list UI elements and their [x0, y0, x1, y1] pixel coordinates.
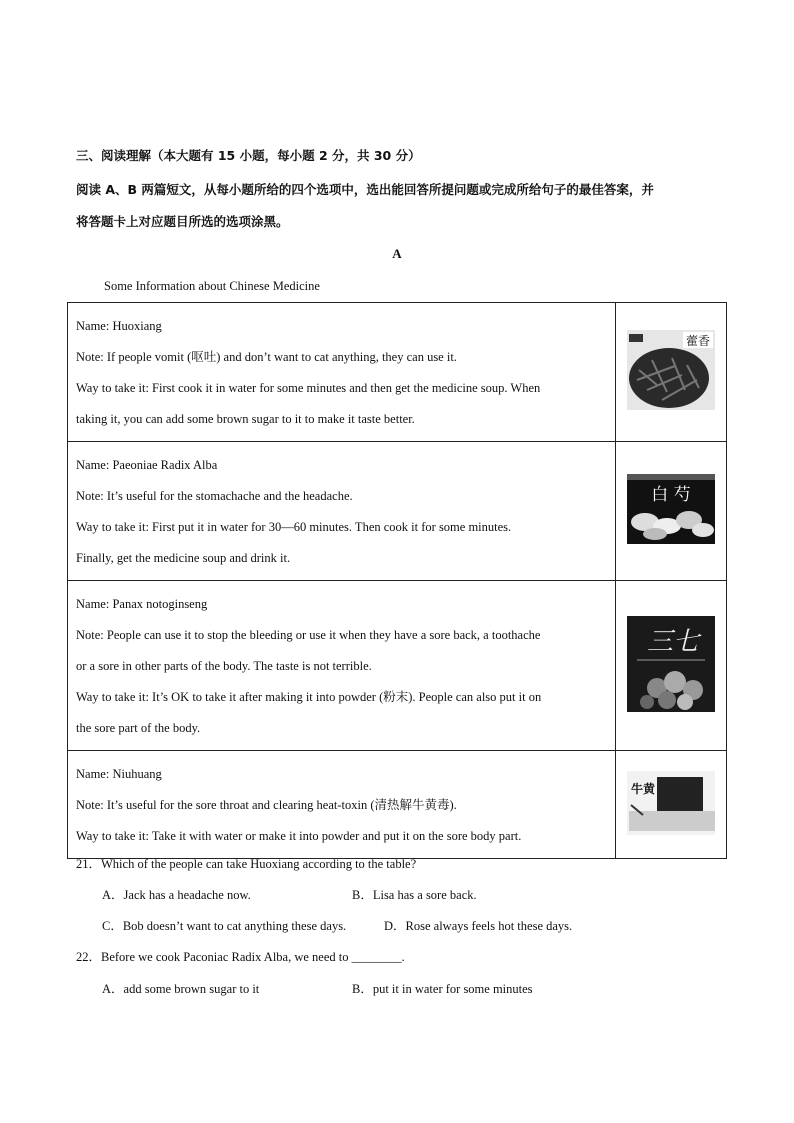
medicine-note: Note: It’s useful for the stomachache and the headache.: [76, 489, 353, 503]
question-21-option-d: D．Rose always feels hot these days.: [384, 919, 573, 933]
medicine-usage-cont: taking it, you can add some brown sugar to it to make it taste better.: [76, 412, 415, 426]
paeoniae-image: [627, 474, 715, 544]
section-heading: 三、阅读理解（本大题有 15 小题，每小题 2 分，共 30 分）: [76, 148, 421, 163]
question-21-option-c: C．Bob doesn’t want to cat anything these days.: [102, 919, 347, 933]
instruction-line-2: 将答题卡上对应题目所选的选项涂黑。: [76, 214, 289, 229]
medicine-info: [68, 751, 616, 859]
medicine-name: Name: Paeoniae Radix Alba: [76, 458, 218, 472]
question-21-option-a: A．Jack has a headache now.: [102, 888, 251, 902]
medicine-image-cell: [616, 303, 727, 442]
medicine-usage: Way to take it: Take it with water or make it into powder and put it on the sore body part.: [76, 829, 522, 843]
table-caption: Some Information about Chinese Medicine: [104, 279, 320, 293]
medicine-note: Note: If people vomit (呕吐) and don’t want to cat anything, they can use it.: [76, 350, 457, 364]
table-row: [68, 303, 727, 442]
niuhuang-image-label: 牛黄: [631, 781, 656, 796]
medicine-note-cont: or a sore in other parts of the body. The taste is not terrible.: [76, 659, 372, 673]
medicine-image-cell: [616, 581, 727, 751]
medicine-table: [67, 302, 727, 859]
niuhuang-image: [627, 771, 715, 835]
notoginseng-image: [627, 616, 715, 712]
medicine-name: Name: Huoxiang: [76, 319, 162, 333]
medicine-usage-cont: the sore part of the body.: [76, 721, 201, 735]
medicine-image-cell: [616, 442, 727, 581]
medicine-note: Note: People can use it to stop the bleeding or use it when they have a sore back, a toothache: [76, 628, 541, 642]
huoxiang-image: [627, 330, 715, 410]
huoxiang-image-label: 藿香: [685, 334, 711, 348]
medicine-usage: Way to take it: First put it in water for 30—60 minutes. Then cook it for some minutes.: [76, 520, 512, 534]
question-22-option-b: B．put it in water for some minutes: [352, 982, 533, 996]
medicine-name: Name: Panax notoginseng: [76, 597, 208, 611]
medicine-info: [68, 581, 616, 751]
table-row: [68, 581, 727, 751]
medicine-note: Note: It’s useful for the sore throat and clearing heat-toxin (清热解牛黄毒).: [76, 798, 457, 812]
medicine-info: [68, 303, 616, 442]
medicine-info: [68, 442, 616, 581]
medicine-usage-cont: Finally, get the medicine soup and drink it.: [76, 551, 291, 565]
part-label: A: [392, 246, 402, 261]
question-22-stem: 22．Before we cook Paconiac Radix Alba, we need to ________.: [76, 950, 405, 964]
medicine-usage: Way to take it: It’s OK to take it after making it into powder (粉末). People can also put it on: [76, 690, 542, 704]
question-21-option-b: B．Lisa has a sore back.: [352, 888, 477, 902]
table-row: [68, 442, 727, 581]
medicine-usage: Way to take it: First cook it in water for some minutes and then get the medicine soup. When: [76, 381, 541, 395]
question-21-stem: 21．Which of the people can take Huoxiang according to the table?: [76, 857, 417, 871]
question-22-option-a: A．add some brown sugar to it: [102, 982, 260, 996]
paeoniae-image-label: 白 芍: [651, 485, 691, 505]
instruction-line-1: 阅读 A、B 两篇短文，从每小题所给的四个选项中，选出能回答所提问题或完成所给句子的最佳答案，并: [76, 182, 654, 197]
table-row: [68, 751, 727, 859]
notoginseng-image-label: 三七: [646, 626, 700, 657]
medicine-image-cell: [616, 751, 727, 859]
medicine-name: Name: Niuhuang: [76, 767, 162, 781]
